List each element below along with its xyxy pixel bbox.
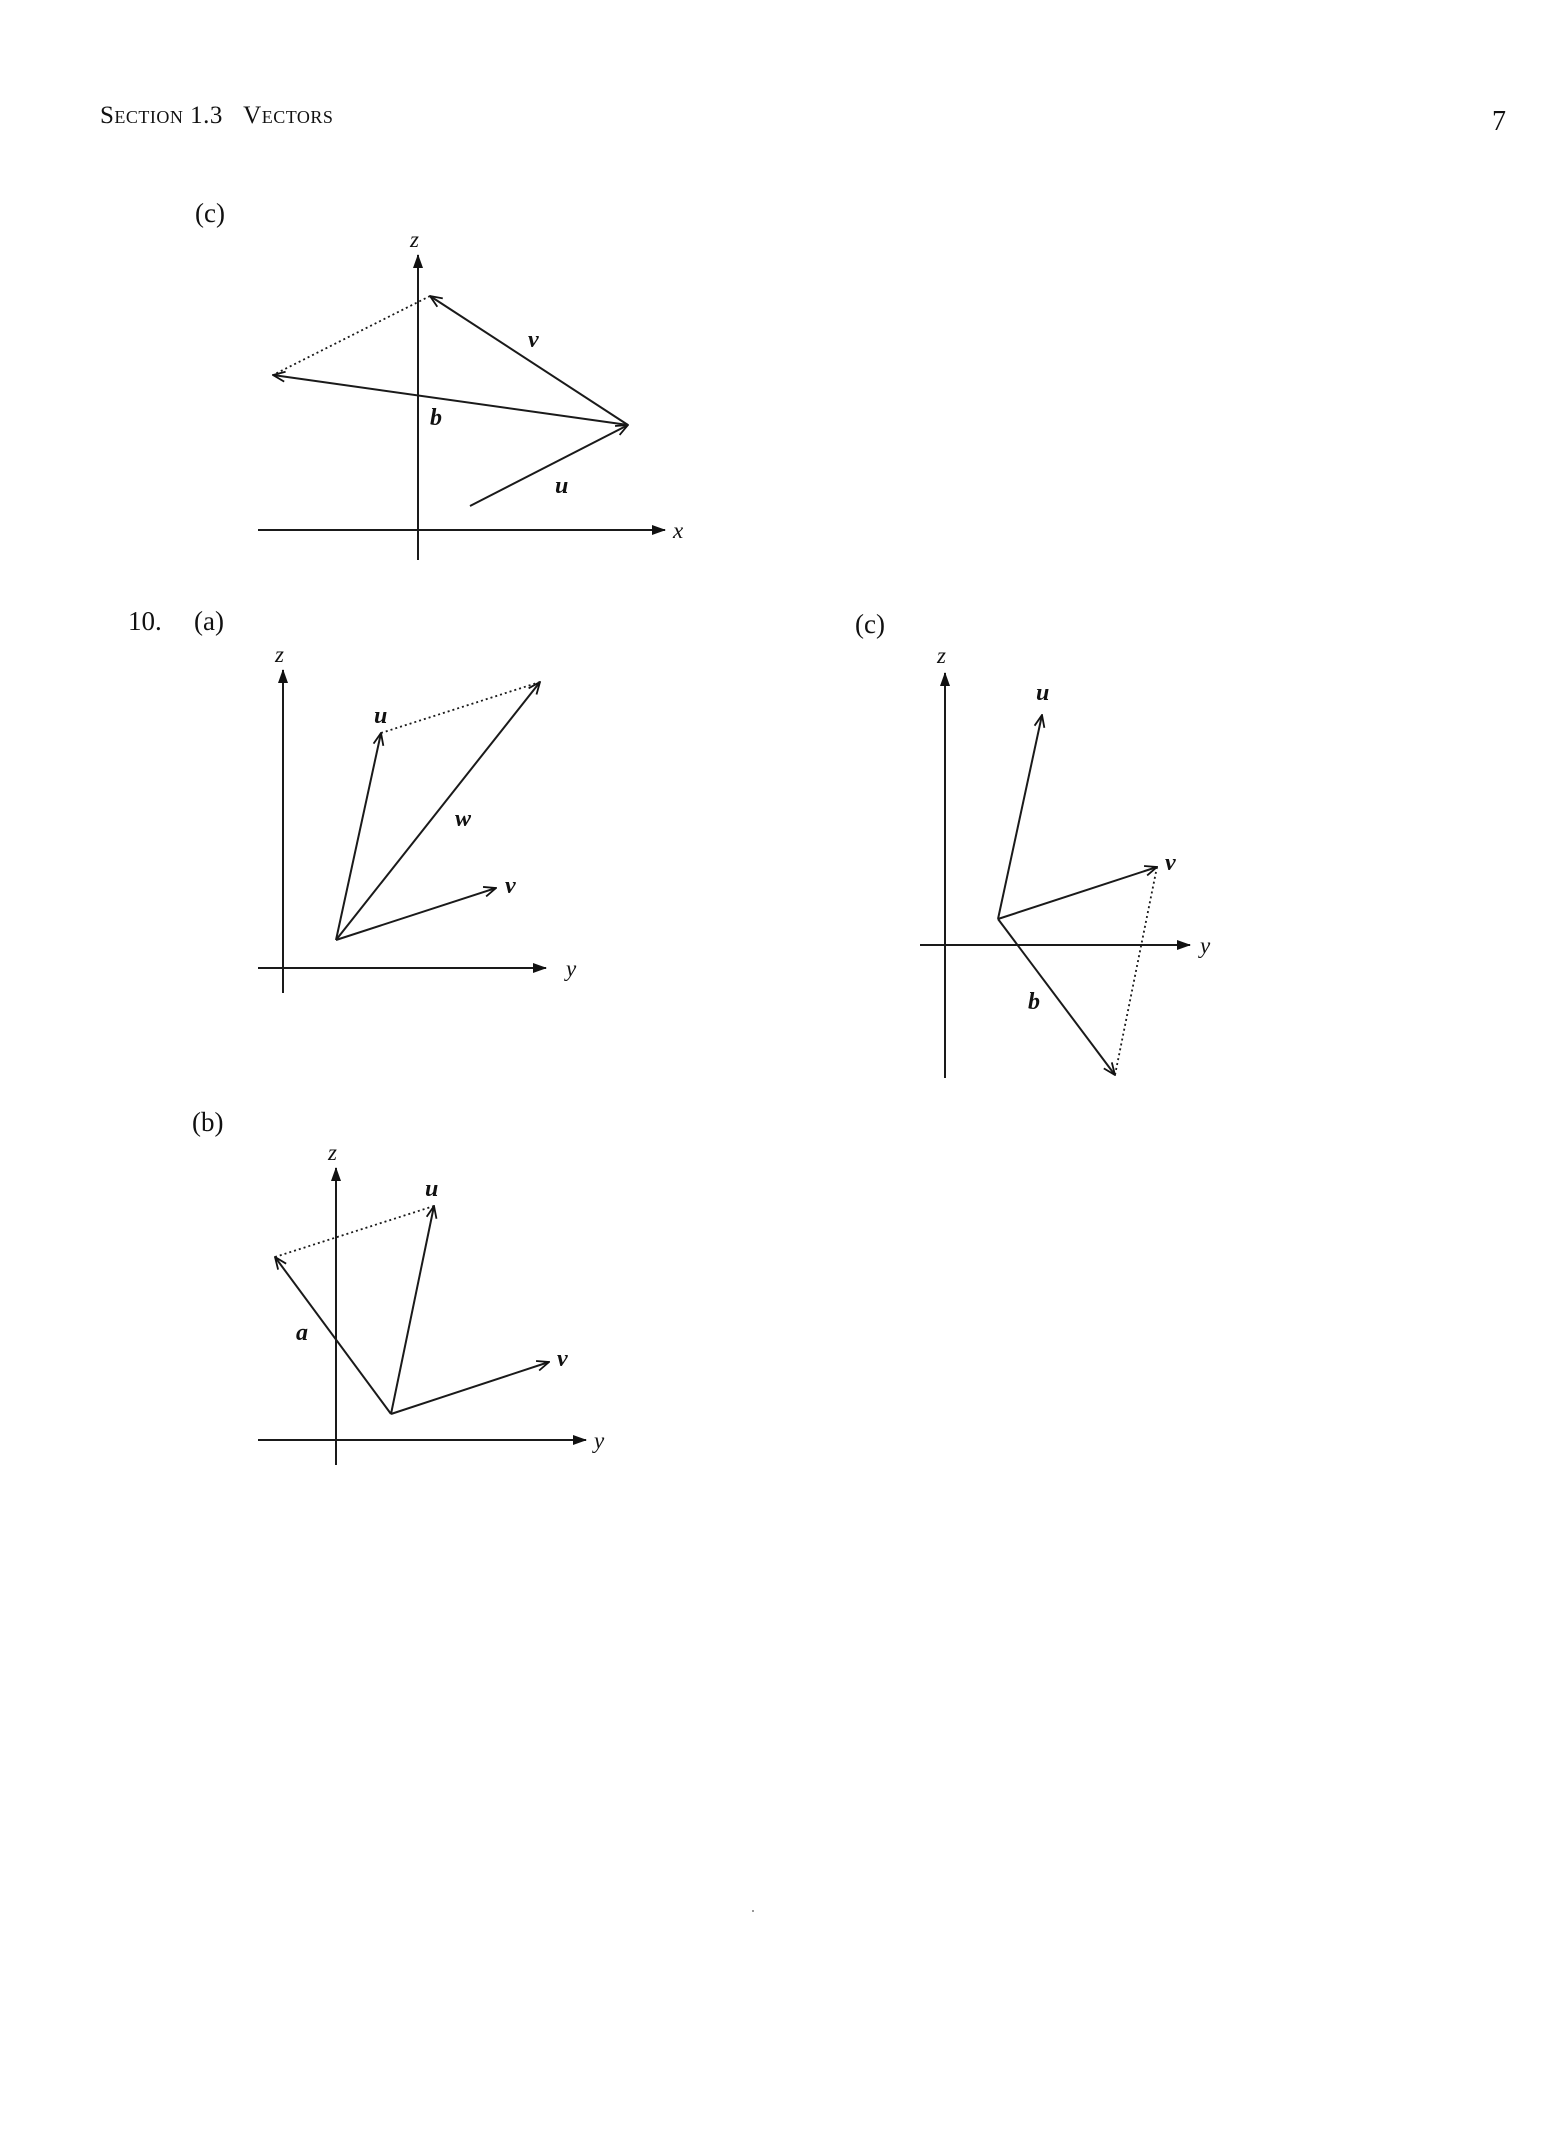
z-axis-label: z xyxy=(275,642,284,667)
problem-10-part-c-label: (c) xyxy=(855,609,885,639)
vector-v-label: v xyxy=(528,327,539,353)
vector-u xyxy=(336,733,381,940)
dotted-completion-line xyxy=(273,296,430,375)
vector-u xyxy=(470,425,628,506)
z-axis-label: z xyxy=(328,1140,337,1165)
vector-u-label: u xyxy=(374,703,388,729)
vector-v xyxy=(430,296,628,425)
section-title: Vectors xyxy=(243,102,334,129)
figure-10a xyxy=(258,642,577,993)
figure-10b xyxy=(258,1140,605,1465)
vector-b xyxy=(998,919,1115,1075)
vector-v-label: v xyxy=(557,1346,568,1372)
vector-u-label: u xyxy=(1036,680,1050,706)
z-axis-label: z xyxy=(410,227,419,252)
vector-u-label: u xyxy=(555,473,569,499)
vector-v xyxy=(336,888,496,940)
problem-10-number: 10. xyxy=(128,606,162,636)
vector-a xyxy=(275,1257,391,1414)
vector-w-label: w xyxy=(455,806,472,832)
figure-9c xyxy=(258,227,684,560)
y-axis-label: y xyxy=(566,956,577,981)
page-number: 7 xyxy=(1492,106,1506,137)
dotted-completion-line xyxy=(275,1206,434,1257)
z-axis-label: z xyxy=(937,643,946,668)
dotted-completion-line xyxy=(1115,867,1157,1075)
vector-a-label: a xyxy=(296,1320,308,1346)
problem-10-part-b-label: (b) xyxy=(192,1107,224,1137)
y-axis-label: y xyxy=(1200,933,1211,958)
vector-v-label: v xyxy=(1165,850,1176,876)
dotted-completion-line xyxy=(381,682,540,733)
vector-v xyxy=(391,1362,549,1414)
x-axis-label: x xyxy=(673,518,684,543)
vector-u xyxy=(998,715,1042,919)
problem-9-part-c-label: (c) xyxy=(195,198,225,228)
vector-v-label: v xyxy=(505,873,516,899)
vector-v xyxy=(998,867,1157,919)
vector-w xyxy=(336,682,540,940)
vector-u-label: u xyxy=(425,1176,439,1202)
vector-b xyxy=(273,375,628,425)
figure-10c xyxy=(920,643,1211,1078)
scan-speck xyxy=(752,1910,754,1912)
section-number: Section 1.3 xyxy=(100,102,223,129)
vector-u xyxy=(391,1206,434,1414)
vector-b-label: b xyxy=(1028,989,1040,1015)
y-axis-label: y xyxy=(594,1428,605,1453)
vector-b-label: b xyxy=(430,405,442,431)
problem-10-part-a-label: (a) xyxy=(194,606,224,636)
